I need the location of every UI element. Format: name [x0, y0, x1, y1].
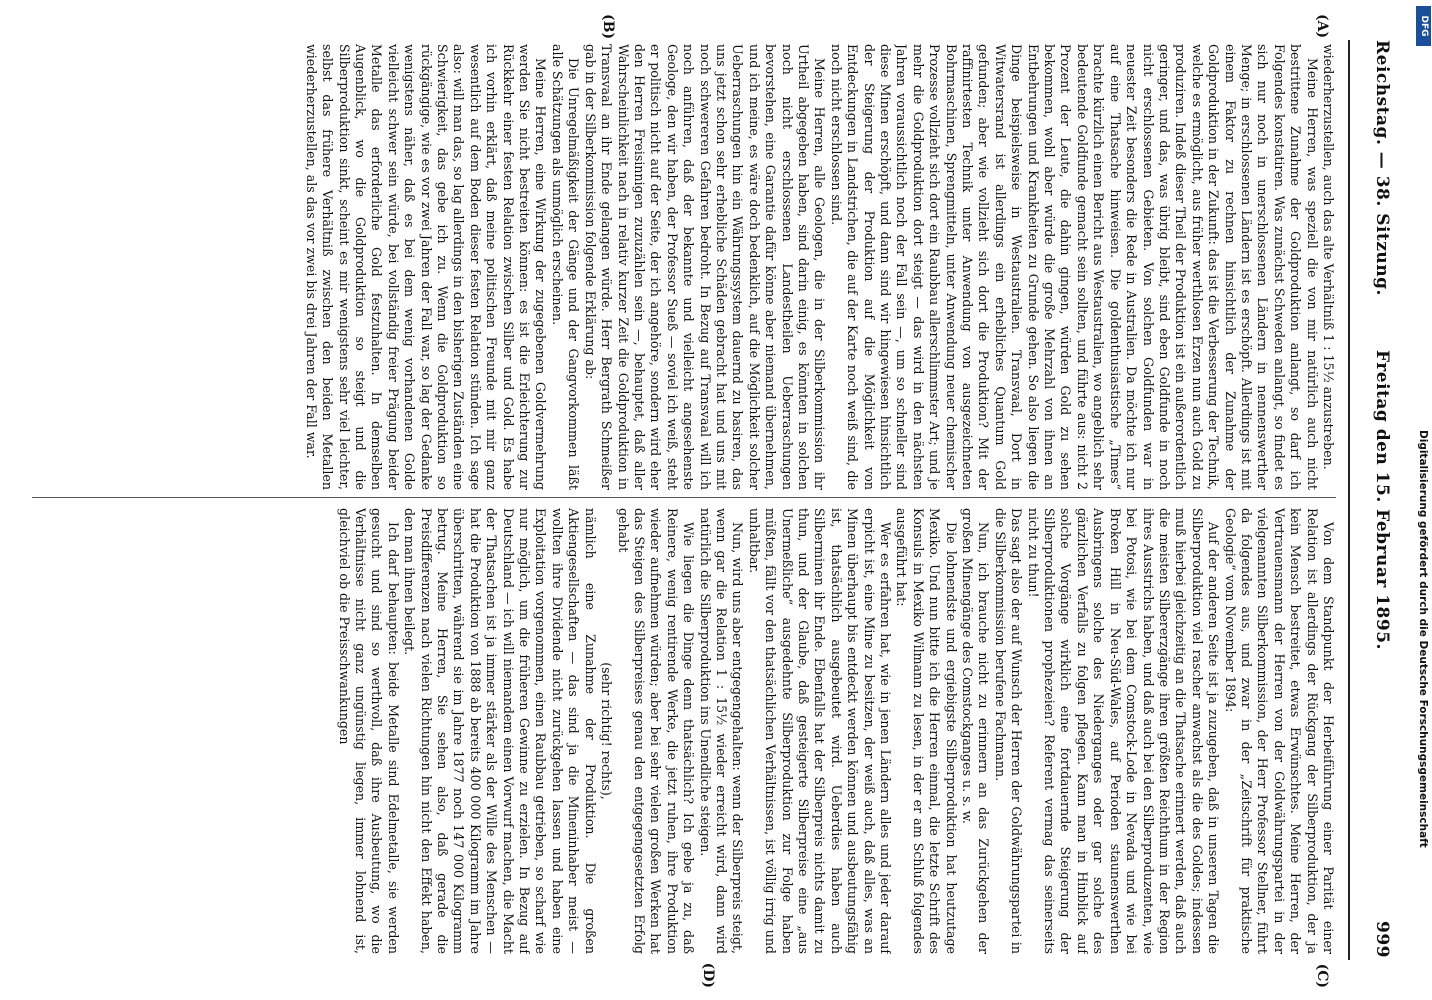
paragraph: Die lohnendste und ergiebigste Silberproduktion hat heutzutage Mexiko. Und nun bitte ich die Herren einmal, die letzte Schrift des Konsuls in Mexiko Wilmann zu lesen, in der er am Schluß folgendes ausgeführt hat: — [894, 508, 959, 954]
paragraph: nämlich eine Zunahme der Produktion. Die großen Aktiengesellschaften — das sind ja die Mineninhaber meist — wollten ihre Dividende nicht zurückgehen lassen und haben eine Exploitation vorgenommen, einen Raubbau getrieben, so scharf wie nur möglich, um die früheren Gewinne zu erzielen. In Bezug auf Deutschland — ich will niemandem einen Vorwurf machen, die Macht der Thatsachen ist ja immer stärker als der Wille des Menschen — hat die Produktion von 1888 ab bereits 400 000 Kilogramm im Jahre überschritten, während sie im Jahre 1877 noch 147 000 Kilogramm betrug. Meine Herren, Sie sehen also, daß gerade die Preisdifferenzen nach vielen Richtungen hin nicht den Effekt haben, den man ihnen beilegt. — [402, 508, 598, 954]
digitization-credit: Digitalisierung gefördert durch die Deutsche Forschungsgemeinschaft — [1417, 430, 1429, 848]
paragraph: Meine Herren, eine Wirkung der zugegebenen Goldvermehrung werden Sie nicht bestreiten können: es ist die Erleichterung zur Rückkehr einer festen Relation zwischen Silber und Gold. Es habe ich vorhin erklärt, daß meine politischen Freunde mit mir ganz wesentlich auf dem Boden dieser festen Relation stünden. Ich sage also: will man das, so lag allerdings in den bisherigen Zuständen eine Schwierigkeit, das gebe ich zu. Wenn die Goldproduktion so rückgängige, wie es vor zwei Jahren der Fall war, so lag der Gedanke wenigstens näher, daß es bei dem wenig vorhandenen Golde vielleicht schwer sein würde, bei vollständig freier Prägung beider Metalle das erforderliche Gold festzuhalten. In demselben Augenblick, wo die Goldproduktion so steigt und die Silberproduktion sinkt, scheint es mir wenigstens sehr viel leichter, selbst das frühere Verhältniß zwischen den beiden Metallen wiederherzustellen, als das vor zwei bis drei Jahren der Fall war. — [303, 44, 549, 490]
interjection: (sehr richtig! rechts), — [599, 662, 615, 800]
margin-marker-a: (A) — [1314, 14, 1330, 39]
margin-marker-b: (B) — [600, 14, 616, 40]
quotation-paragraph: Auf der anderen Seite ist ja zuzugeben, daß in unseren Tagen die Silberproduktion viel rascher anwachst als die des Goldes; indessen muß hierbei gleichzeitig an die Thatsache erinnert werden, daß auch die meisten Silbererzgänge ihren größten Reichthum in der Region ihres Ausstrichs haben, und daß auch bei den Silberproduzenten, wie bei Potosi, wie bei dem Comstock-Lode in Nevada und wie bei Broken Hill in Neu-Süd-Wales, auf Perioden staunenswerthen Ausbringens solche des Niederganges oder gar solche des gänzlichen Verfalls zu folgen pflegen. Kann man in Hinblick auf solche Vorgänge wirklich eine fortdauernde Steigerung der Silberproduktionen prophezeien? Referent vermag das seinerseits nicht zu thun! — [1025, 508, 1222, 954]
paragraph: Wie liegen die Dinge denn thatsächlich? Ich gebe ja zu, daß Reinere, wenig rentirende Werke, die jetzt ruhen, ihre Produktion wieder aufnehmen würden; aber bei sehr vielen großen Werken hat das Steigen des Silberpreises genau den entgegengesetzten Erfolg gehabt — [615, 508, 697, 954]
paragraph: Meine Herren, was speziell die von mir natürlich auch nicht bestrittene Zunahme der Goldproduktion anlangt, so darf ich Folgendes konstatiren. Was zunächst Schweden anlangt, so findet es sich nur noch in unerschlossenen Ländern in nennenswerther Menge; in erschlossenen Ländern ist es erschöpft. Allerdings ist mit einem Faktor zu rechnen hinsichtlich der Zunahme der Goldproduktion in der Zukunft: das ist die Verbesserung der Technik, welche es ermöglicht, aus früher werthlosen Erzen nun auch Gold zu produziren. Indeß dieser Theil der Produktion ist ein außerordentlich geringer, und das, was übrig bleibt, sind eben Goldfunde in noch nicht erschlossenen Gebieten. Von solchen Goldfunden war in neuester Zeit besonders die Rede in Australien. Da möchte ich nur auf eine Thatsache hinweisen. Die goldenthusiastische „Times“ brachte kürzlich einen Bericht aus Westaustralien, wo angeblich sehr bedeutende Goldfunde gemacht sein sollten, und führte aus: nicht 2 Prozent der Leute, die dahin gingen, würden Gold zu sehen bekommen, wohl aber würde die große Mehrzahl von ihnen an Entbehrungen und Krankheiten zu Grunde gehen. So also liegen die Dinge beispielsweise in Westaustralien. Transvaal, Dort in Witwatersrand ist allerdings ein erhebliches Quantum Gold gefunden; aber wie vollzieht sich dort die Produktion? Mit der raffinirtesten Technik unter Anwendung von ausgezeichneten Bohrmaschinen, Sprengmitteln, unter Anwendung neuer chemischer Prozesse vollzieht sich dort ein Raubbau allerschlimmster Art; und je mehr die Goldproduktion dort steigt — das wird in den nächsten Jahren voraussichtlich noch der Fall sein —, um so schneller sind diese Minen erschöpft, und dann sind wir hingewiesen hinsichtlich der Steigerung der Produktion auf die Möglichkeit von Entdeckungen in Landstrichen, die auf der Karte noch weiß sind, die noch nicht erschlossen sind. — [828, 44, 1320, 490]
quotation-paragraph: Die Unregelmäßigkeit der Gänge und der Gangvorkommen läßt alle Schätzungen als unmöglich erscheinen. — [549, 44, 582, 490]
digitization-strip — [1414, 0, 1432, 1000]
paragraph: Nun, wird uns aber entgegengehalten: wenn der Silberpreis steigt, wenn gar die Relation 1 : 15½ wieder erreicht wird, dann wird natürlich die Silberproduktion ins Unendliche steigen. — [697, 508, 746, 954]
paragraph: Von dem Standpunkt der Herbeiführung einer Parität einer Relation ist allerdings der Rückgang der Silberproduktion, der ja kein Mensch bestreitet, etwas Erwünschtes. Meine Herren, der Vertrauensmann der Herren von der Goldwährungspartei in der vielgenannten Silberkommission, der Herr Professor Stellner, führt da folgendes aus, und zwar in der „Zeitschrift für praktische Geologie“ vom November 1894: — [1222, 508, 1336, 954]
right-text-column — [32, 508, 1336, 954]
column-divider — [32, 497, 1336, 498]
paragraph: Das sagt also der auf Wunsch der Herren der Goldwährungspartei in die Silberkommission berufene Fachmann. — [992, 508, 1025, 954]
left-text-column — [32, 44, 1336, 490]
running-head-left: Reichstag. — 38. Sitzung. — [1372, 40, 1392, 296]
paragraph: Meine Herren, alle Geologen, die in der Silberkommission ihr Urtheil abgegeben haben, sind darin einig, es könnten in solchen noch nicht erschlossenen Landestheilen Ueberraschungen bevorstehen, eine Garantie dafür könne aber niemand übernehmen, und ich meine, es wäre doch bedenklich, auf die Möglichkeit solcher Ueberraschungen hin ein Währungssystem dauernd zu basiren, das uns jetzt schon sehr erhebliche Schäden gebracht hat und uns mit noch schwereren Gefahren bedroht. In Bezug auf Transvaal will ich noch anführen, daß der bekannte und vielleicht angesehenste Geologe, den wir haben, der Professor Sueß — soviel ich weiß, steht er politisch nicht auf der Seite, der ich angehöre, sondern wird eher den Herren Freisinnigen zuzuzählen sein —, behauptet, daß aller Wahrscheinlichkeit nach in relativ kurzer Zeit die Goldproduktion in Transvaal an ihr Ende gelangen würde. Herr Bergrath Schmeißer gab in der Silberkommission folgende Erklärung ab: — [582, 44, 828, 490]
quotation-paragraph: Wer es erfahren hat, wie in jenen Ländern alles und jeder darauf erpicht ist, eine Mine zu besitzen, der weiß auch, daß alles, was an Minen überhaupt bis entdeckt werden können und ausbeutungsfähig ist, thatsächlich ausgebeutet wird. Ueberdies haben auch Silberminen ihr Ende. Ebenfalls hat der Silberpreis nichts damit zu thun, und der Glaube, daß gesteigerte Silberpreise eine „aus Unermeßliche“ ausgedehnte Silberproduktion zur Folge haben müßten, fällt vor den thatsächlichen Verhältnissen, ist völlig irrig und unhaltbar. — [746, 508, 894, 954]
running-head-date: Freitag den 15. Februar 1895. — [1372, 350, 1392, 650]
margin-marker-c: (C) — [1314, 963, 1330, 988]
dfg-logo: DFG — [1416, 6, 1431, 46]
paragraph: Ich darf behaupten: beide Metalle sind Edelmetalle, sie werden gesucht und sind so werthvoll, daß ihre Ausbeutung, wo die Verhältnisse nicht ganz ungünstig liegen, immer lohnend ist, gleichviel ob die Preisschwankungen — [336, 508, 401, 954]
margin-marker-d: (D) — [700, 962, 716, 988]
page-number: 999 — [1372, 921, 1392, 958]
header-rule — [1348, 40, 1350, 960]
paragraph: wiederherzustellen, auch das alte Verhältniß 1 : 15½ anzustreben. — [1321, 44, 1336, 470]
paragraph: Nun, ich brauche nicht zu erinnern an das Zurückgehen der großen Minengänge des Comstockganges u. s. w. — [960, 508, 992, 954]
